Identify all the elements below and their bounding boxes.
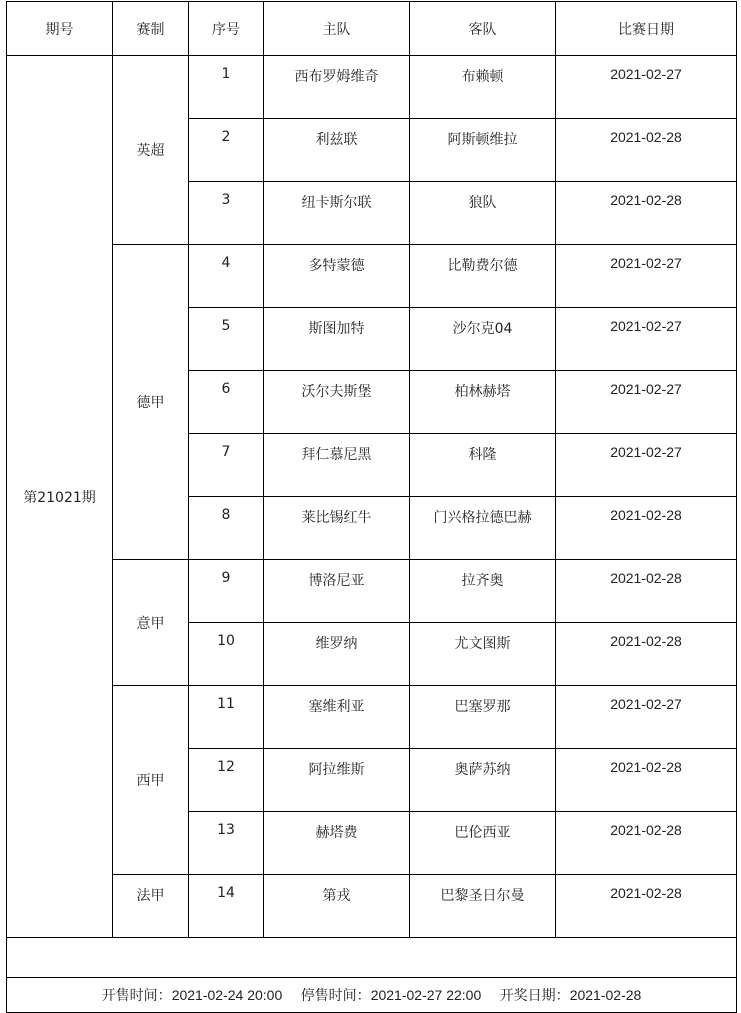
league-cell: 法甲 bbox=[113, 875, 189, 938]
index-cell: 13 bbox=[189, 812, 264, 875]
schedule-table bbox=[6, 1, 737, 1013]
draw-date: 开奖日期：2021-02-28 bbox=[499, 987, 642, 1004]
table-row bbox=[7, 686, 737, 749]
away-team-cell: 布赖顿 bbox=[410, 56, 556, 119]
index-cell: 5 bbox=[189, 308, 264, 371]
index-cell: 14 bbox=[189, 875, 264, 938]
header-row bbox=[7, 2, 737, 56]
header-home: 主队 bbox=[264, 2, 410, 56]
date-cell: 2021-02-27 bbox=[556, 686, 737, 749]
home-team-cell: 塞维利亚 bbox=[264, 686, 410, 749]
index-cell: 6 bbox=[189, 371, 264, 434]
league-cell: 意甲 bbox=[113, 560, 189, 686]
home-team-cell: 博洛尼亚 bbox=[264, 560, 410, 623]
away-team-cell: 柏林赫塔 bbox=[410, 371, 556, 434]
home-team-cell: 西布罗姆维奇 bbox=[264, 56, 410, 119]
date-cell: 2021-02-27 bbox=[556, 371, 737, 434]
period-cell: 第21021期 bbox=[7, 56, 113, 938]
index-cell: 3 bbox=[189, 182, 264, 245]
home-team-cell: 第戎 bbox=[264, 875, 410, 938]
sale-end: 停售时间：2021-02-27 22:00 bbox=[300, 987, 482, 1004]
date-cell: 2021-02-28 bbox=[556, 623, 737, 686]
date-cell: 2021-02-28 bbox=[556, 119, 737, 182]
date-cell: 2021-02-28 bbox=[556, 182, 737, 245]
footer-row bbox=[7, 978, 737, 1013]
header-period: 期号 bbox=[7, 2, 113, 56]
header-away: 客队 bbox=[410, 2, 556, 56]
away-team-cell: 巴伦西亚 bbox=[410, 812, 556, 875]
date-cell: 2021-02-28 bbox=[556, 812, 737, 875]
home-team-cell: 拜仁慕尼黑 bbox=[264, 434, 410, 497]
index-cell: 9 bbox=[189, 560, 264, 623]
sale-start: 开售时间：2021-02-24 20:00 bbox=[101, 987, 283, 1004]
index-cell: 11 bbox=[189, 686, 264, 749]
away-team-cell: 门兴格拉德巴赫 bbox=[410, 497, 556, 560]
away-team-cell: 科隆 bbox=[410, 434, 556, 497]
home-team-cell: 沃尔夫斯堡 bbox=[264, 371, 410, 434]
sale-info bbox=[7, 978, 737, 1013]
away-team-cell: 阿斯顿维拉 bbox=[410, 119, 556, 182]
home-team-cell: 利兹联 bbox=[264, 119, 410, 182]
away-team-cell: 奥萨苏纳 bbox=[410, 749, 556, 812]
league-cell: 德甲 bbox=[113, 245, 189, 560]
index-cell: 2 bbox=[189, 119, 264, 182]
league-cell: 西甲 bbox=[113, 686, 189, 875]
date-cell: 2021-02-27 bbox=[556, 245, 737, 308]
date-cell: 2021-02-27 bbox=[556, 56, 737, 119]
home-team-cell: 莱比锡红牛 bbox=[264, 497, 410, 560]
table-row bbox=[7, 56, 737, 119]
index-cell: 1 bbox=[189, 56, 264, 119]
index-cell: 8 bbox=[189, 497, 264, 560]
home-team-cell: 赫塔费 bbox=[264, 812, 410, 875]
index-cell: 7 bbox=[189, 434, 264, 497]
blank-row bbox=[7, 938, 737, 978]
header-format: 赛制 bbox=[113, 2, 189, 56]
index-cell: 12 bbox=[189, 749, 264, 812]
header-date: 比赛日期 bbox=[556, 2, 737, 56]
home-team-cell: 纽卡斯尔联 bbox=[264, 182, 410, 245]
date-cell: 2021-02-28 bbox=[556, 875, 737, 938]
away-team-cell: 沙尔克04 bbox=[410, 308, 556, 371]
away-team-cell: 比勒费尔德 bbox=[410, 245, 556, 308]
table-row bbox=[7, 560, 737, 623]
table-row bbox=[7, 875, 737, 938]
home-team-cell: 斯图加特 bbox=[264, 308, 410, 371]
date-cell: 2021-02-28 bbox=[556, 560, 737, 623]
index-cell: 4 bbox=[189, 245, 264, 308]
away-team-cell: 尤文图斯 bbox=[410, 623, 556, 686]
away-team-cell: 巴黎圣日尔曼 bbox=[410, 875, 556, 938]
league-cell: 英超 bbox=[113, 56, 189, 245]
date-cell: 2021-02-27 bbox=[556, 434, 737, 497]
away-team-cell: 狼队 bbox=[410, 182, 556, 245]
home-team-cell: 维罗纳 bbox=[264, 623, 410, 686]
home-team-cell: 阿拉维斯 bbox=[264, 749, 410, 812]
date-cell: 2021-02-28 bbox=[556, 749, 737, 812]
home-team-cell: 多特蒙德 bbox=[264, 245, 410, 308]
date-cell: 2021-02-27 bbox=[556, 308, 737, 371]
index-cell: 10 bbox=[189, 623, 264, 686]
away-team-cell: 拉齐奥 bbox=[410, 560, 556, 623]
header-index: 序号 bbox=[189, 2, 264, 56]
away-team-cell: 巴塞罗那 bbox=[410, 686, 556, 749]
table-row bbox=[7, 245, 737, 308]
date-cell: 2021-02-28 bbox=[556, 497, 737, 560]
